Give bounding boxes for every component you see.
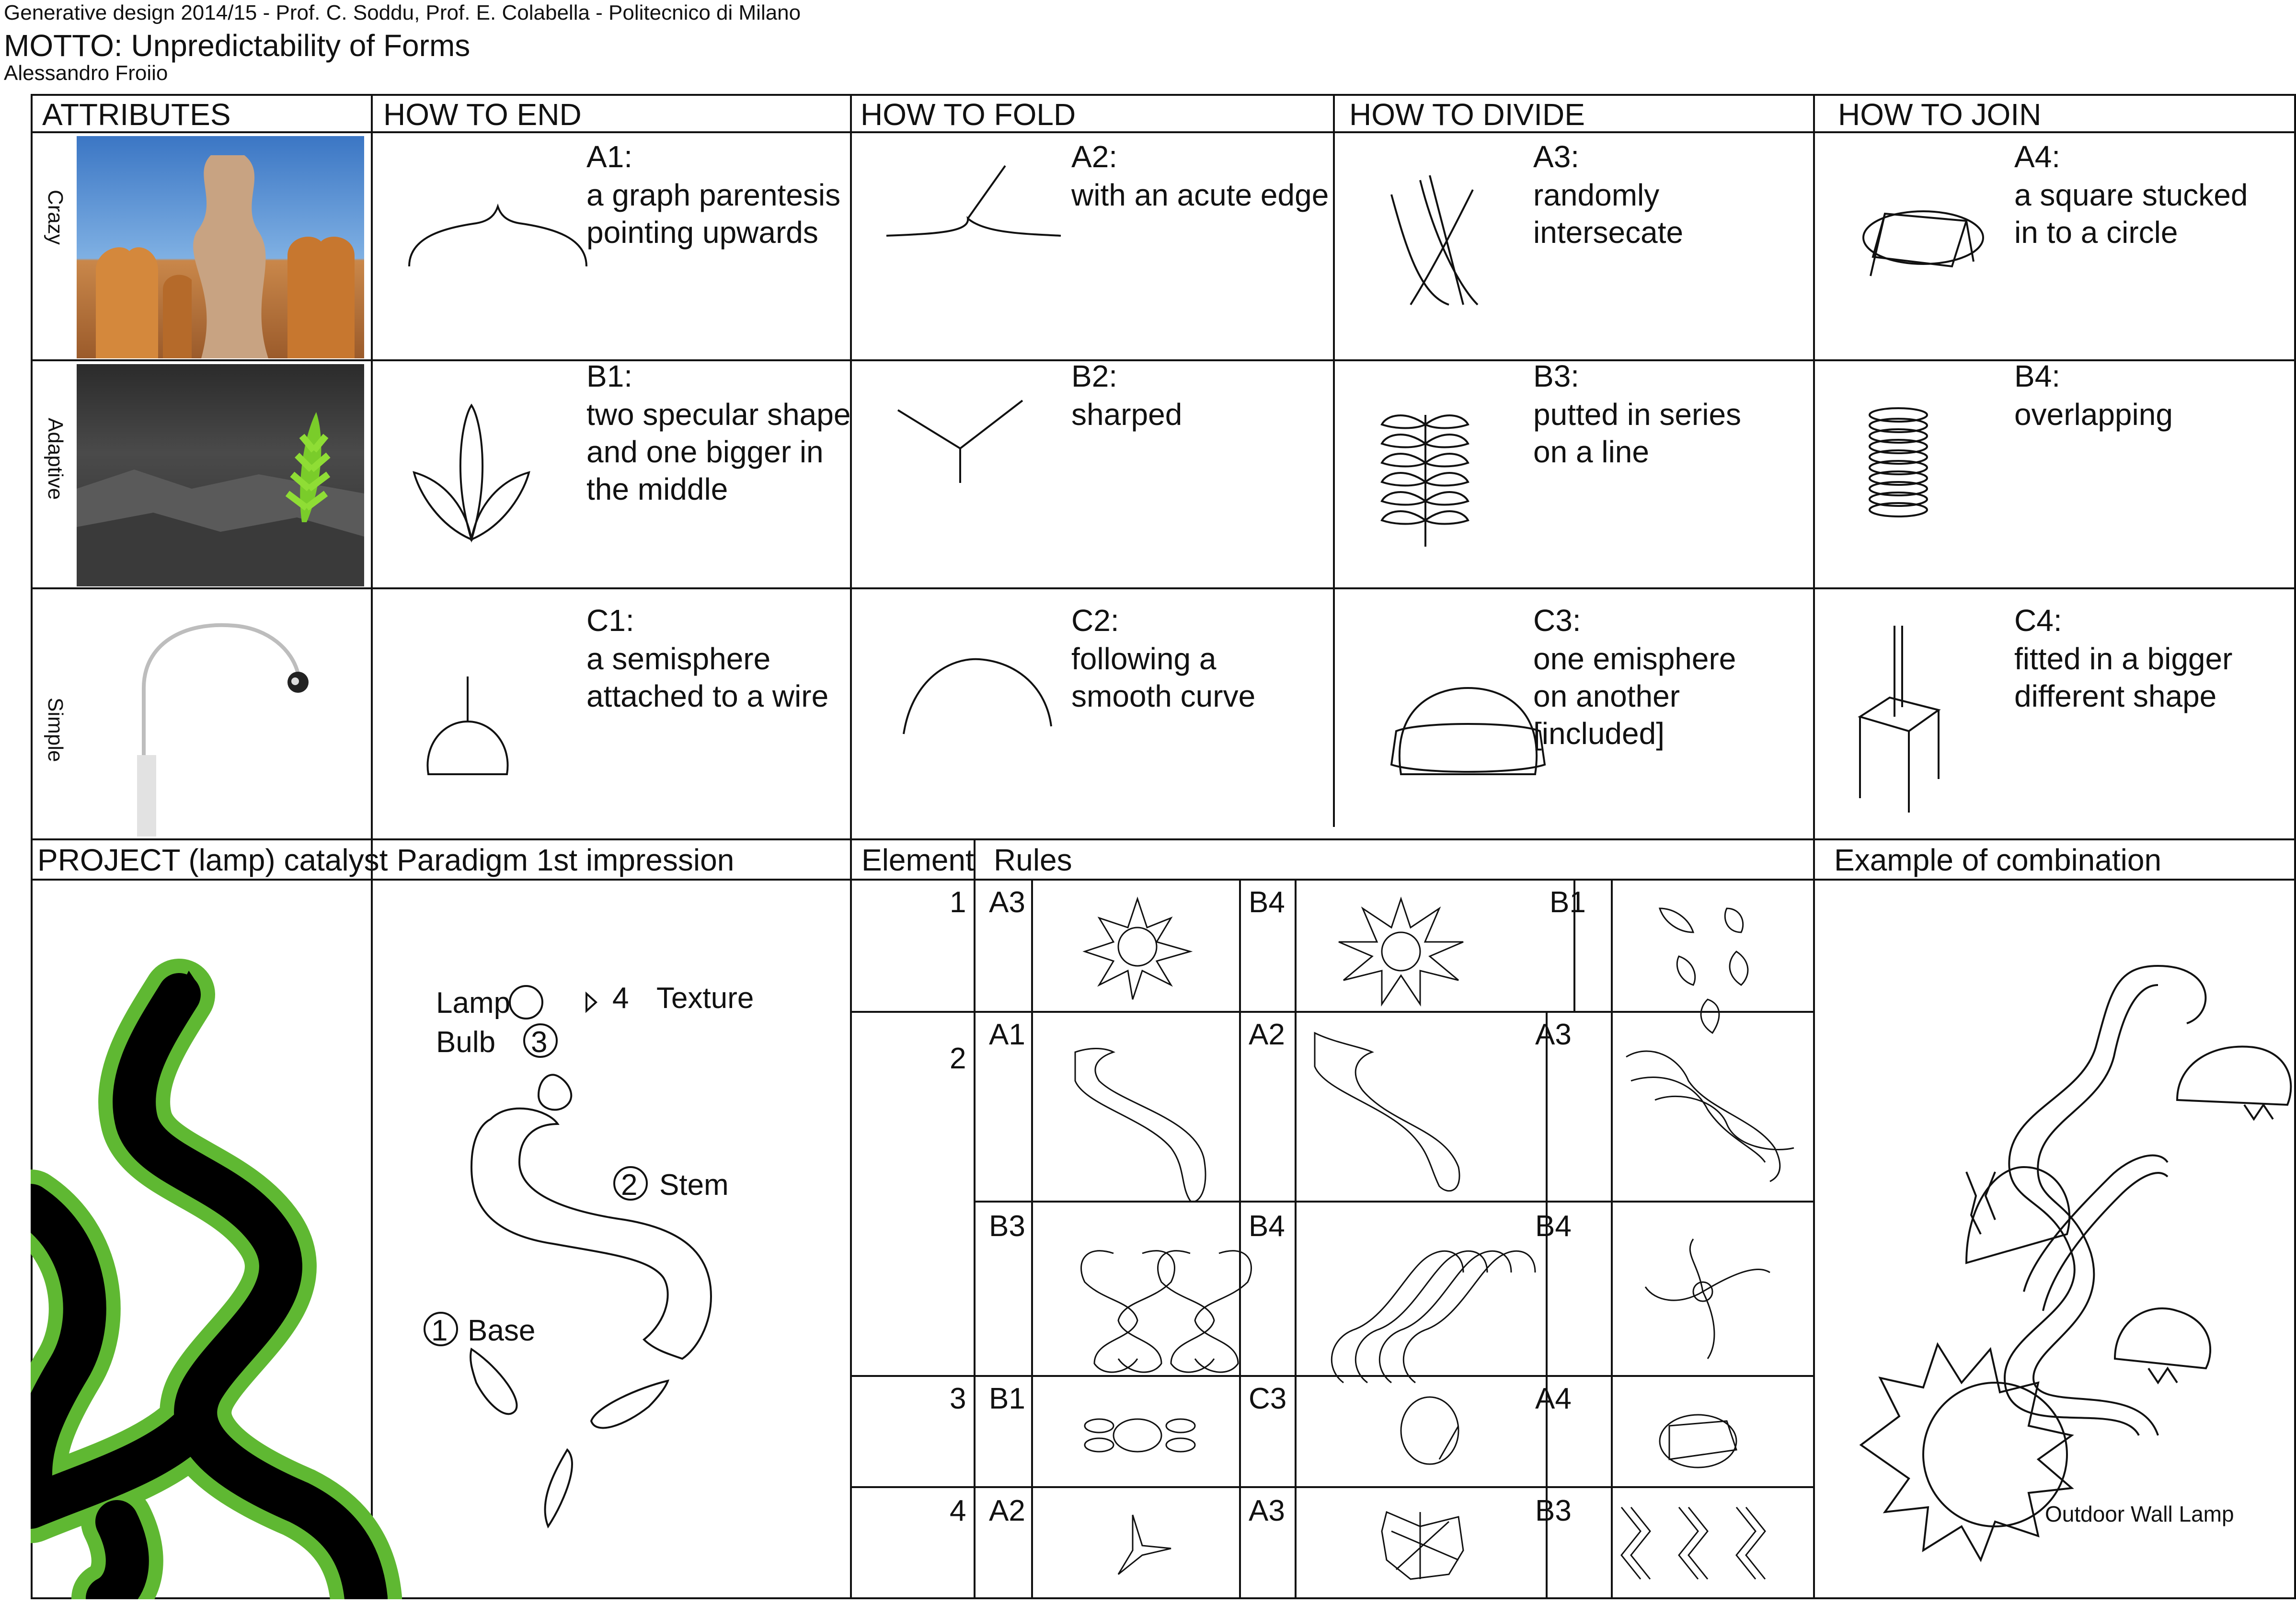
cell-b2-id: B2:: [1071, 359, 1118, 393]
rule-thumb-2e: [1332, 1251, 1535, 1383]
bulb-shape: [539, 1075, 571, 1110]
course-line: Generative design 2014/15 - Prof. C. Soddu, Prof. E. Colabella - Politecnico di Milano: [4, 1, 801, 24]
base-petal-2: [591, 1381, 668, 1428]
rule-label: A2: [989, 1494, 1025, 1527]
cell-b1-id: B1:: [586, 359, 633, 393]
cell-b2-text: sharped: [1071, 397, 1182, 432]
rule-thumb-4b: [1382, 1512, 1463, 1579]
cell-c1-id: C1:: [586, 603, 634, 638]
stacked-rings-icon: [1870, 408, 1927, 516]
element-number-4: 4: [950, 1494, 966, 1527]
paradigm-base-number: 1: [431, 1314, 448, 1347]
motto-title: MOTTO: Unpredictability of Forms: [4, 28, 471, 63]
rule-thumb-3c: [1660, 1415, 1736, 1467]
paradigm-sketch: [425, 986, 711, 1526]
cell-a3-id: A3:: [1533, 139, 1580, 174]
cell-a4-id: A4:: [2014, 139, 2061, 174]
y-branch-icon: [898, 401, 1022, 483]
rule-thumb-4c: [1621, 1507, 1765, 1579]
paradigm-texture-label: Texture: [656, 982, 754, 1015]
paradigm-stem-number: 2: [621, 1169, 638, 1202]
rule-label: A4: [1535, 1382, 1572, 1415]
cell-b4-text: overlapping: [2014, 397, 2173, 432]
rod-in-box-icon: [1860, 626, 1939, 813]
element-number-1: 1: [950, 886, 966, 919]
cell-c2-text: following a smooth curve: [1071, 642, 1256, 714]
rule-thumb-2f: [1645, 1239, 1770, 1359]
cell-b1-text: two specular shape and one bigger in the middle: [586, 397, 851, 507]
rule-thumb-2b: [1315, 1033, 1459, 1191]
cell-a4-text: a square stucked in to a circle: [2014, 178, 2248, 250]
rule-label: B3: [989, 1210, 1025, 1243]
photo-simple-lamp: [77, 592, 364, 837]
cell-b3-text: putted in series on a line: [1533, 397, 1742, 470]
cell-c4-id: C4:: [2014, 603, 2062, 638]
rule-thumb-3b: [1401, 1397, 1458, 1464]
rule-thumb-4a: [1118, 1515, 1171, 1574]
cell-a1-text: a graph parentesis pointing upwards: [586, 178, 841, 250]
cell-c3-text: one emisphere on another [included]: [1533, 642, 1736, 751]
three-petal-icon: [414, 405, 529, 539]
header-attributes: ATTRIBUTES: [42, 97, 231, 132]
example-caption: Outdoor Wall Lamp: [2045, 1501, 2234, 1526]
cell-c2-id: C2:: [1071, 603, 1119, 638]
rule-label: B4: [1535, 1210, 1572, 1243]
rule-label: A3: [1249, 1494, 1285, 1527]
cell-a2-id: A2:: [1071, 139, 1118, 174]
leaf-series-icon: [1382, 415, 1468, 547]
nested-dome-icon: [1391, 688, 1545, 774]
attribute-adaptive: Adaptive: [44, 418, 67, 500]
rule-label: C3: [1249, 1382, 1287, 1415]
catalyst-title: PROJECT (lamp) catalyst: [37, 843, 388, 877]
rule-label: B4: [1249, 886, 1285, 919]
paradigm-base-label: Base: [468, 1314, 536, 1347]
rule-thumb-1b: [1339, 899, 1463, 1004]
rule-thumb-3a: [1085, 1419, 1195, 1452]
photo-adaptive-fern: [77, 364, 364, 586]
paradigm-bulb-number: 3: [531, 1026, 548, 1059]
combination-drawing: [1861, 966, 2291, 1560]
cell-b3-id: B3:: [1533, 359, 1580, 393]
acute-fold-icon: [886, 166, 1061, 236]
rule-label: B4: [1249, 1210, 1285, 1243]
element-number-2: 2: [950, 1042, 966, 1075]
header-how-to-join: HOW TO JOIN: [1838, 97, 2042, 132]
base-petal-3: [545, 1450, 572, 1526]
cell-c4-text: fitted in a bigger different shape: [2014, 642, 2233, 714]
rule-thumb-2d: [1081, 1251, 1251, 1372]
texture-marker: [586, 994, 596, 1011]
paradigm-title: Paradigm 1st impression: [397, 843, 735, 877]
attribute-simple: Simple: [44, 698, 67, 762]
rules-title: Rules: [994, 843, 1072, 877]
cell-a3-text: randomly intersecate: [1533, 178, 1684, 250]
hanging-lamp-icon: [427, 676, 507, 774]
photo-crazy-chimneys: [77, 136, 364, 358]
rule-label: A3: [989, 886, 1025, 919]
cell-a1-id: A1:: [586, 139, 633, 174]
square-in-circle-icon: [1863, 211, 1983, 276]
header-how-to-fold: HOW TO FOLD: [861, 97, 1076, 132]
cell-c1-text: a semisphere attached to a wire: [586, 642, 829, 714]
base-petal-1: [471, 1349, 517, 1414]
rule-thumb-1c: [1660, 908, 1748, 1033]
author-name: Alessandro Froiio: [4, 61, 168, 85]
rule-label: A2: [1249, 1018, 1285, 1051]
rule-thumb-2a: [1075, 1049, 1205, 1202]
element-number-3: 3: [950, 1382, 966, 1415]
element-title: Element: [861, 843, 974, 877]
cell-b4-id: B4:: [2014, 359, 2061, 393]
arc-curve-icon: [904, 659, 1051, 734]
cell-c3-id: C3:: [1533, 603, 1581, 638]
paradigm-lamp-label: Lamp: [436, 986, 511, 1020]
paradigm-stem-label: Stem: [659, 1169, 729, 1202]
crossing-lines-icon: [1391, 175, 1478, 305]
rule-label: B1: [1550, 886, 1586, 919]
brace-up-icon: [409, 206, 586, 266]
rule-label: A3: [1535, 1018, 1572, 1051]
example-title: Example of combination: [1834, 843, 2162, 877]
rule-label: A1: [989, 1018, 1025, 1051]
paradigm-bulb-label: Bulb: [436, 1026, 496, 1059]
header-how-to-divide: HOW TO DIVIDE: [1349, 97, 1585, 132]
paradigm-texture-number: 4: [612, 982, 629, 1015]
attribute-crazy: Crazy: [44, 190, 67, 245]
snake-catalyst: [31, 971, 366, 1598]
rule-thumb-1a: [1085, 899, 1190, 999]
design-sheet: [31, 94, 2296, 1599]
header-how-to-end: HOW TO END: [383, 97, 582, 132]
rule-label: B1: [989, 1382, 1025, 1415]
rule-label: B3: [1535, 1494, 1572, 1527]
cell-a2-text: with an acute edge: [1071, 178, 1329, 212]
rule-thumb-2c: [1626, 1051, 1794, 1181]
